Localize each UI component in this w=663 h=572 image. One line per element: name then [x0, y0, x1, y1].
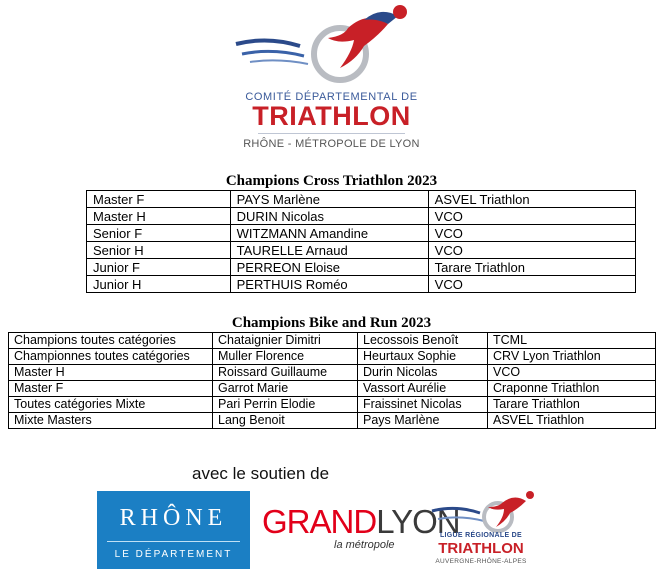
table-cell: Mixte Masters: [9, 413, 213, 429]
table-cell: DURIN Nicolas: [230, 208, 428, 225]
table-row: [87, 191, 636, 208]
org-name-region: RHÔNE - MÉTROPOLE DE LYON: [243, 138, 420, 150]
table-cell: Junior H: [87, 276, 231, 293]
table-row: [87, 208, 636, 225]
table-cell: PERREON Eloise: [230, 259, 428, 276]
table-cell: Master H: [87, 208, 231, 225]
table-cell: Tarare Triathlon: [488, 397, 656, 413]
table-row: [9, 365, 656, 381]
table-cell: Vassort Aurélie: [358, 381, 488, 397]
table-cell: ASVEL Triathlon: [488, 413, 656, 429]
table-cell: CRV Lyon Triathlon: [488, 349, 656, 365]
table-row: [9, 413, 656, 429]
table-cell: Senior H: [87, 242, 231, 259]
ligue-name-triathlon: TRIATHLON: [438, 540, 524, 557]
table-cell: Craponne Triathlon: [488, 381, 656, 397]
grand-lyon-grand: GRAND: [262, 503, 377, 540]
table-cell: Pays Marlène: [358, 413, 488, 429]
rhone-logo-name: RHÔNE: [119, 505, 228, 531]
grand-lyon-subtitle: la métropole: [334, 539, 395, 551]
org-divider: [258, 133, 405, 134]
grand-lyon-lyon: LYON: [376, 503, 460, 540]
cross-triathlon-table: [86, 190, 636, 293]
table-row: [87, 225, 636, 242]
table-cell: Master F: [87, 191, 231, 208]
table-cell: PERTHUIS Roméo: [230, 276, 428, 293]
table-cell: Master F: [9, 381, 213, 397]
table-cell: Fraissinet Nicolas: [358, 397, 488, 413]
bike-run-table: [8, 332, 656, 429]
table-cell: Master H: [9, 365, 213, 381]
table-row: [9, 333, 656, 349]
table-cell: VCO: [428, 225, 635, 242]
cross-triathlon-title: Champions Cross Triathlon 2023: [225, 173, 438, 189]
table-cell: Heurtaux Sophie: [358, 349, 488, 365]
table-row: [87, 276, 636, 293]
table-cell: Junior F: [87, 259, 231, 276]
table-cell: VCO: [428, 208, 635, 225]
table-cell: Chataignier Dimitri: [213, 333, 358, 349]
grand-lyon-logo: [262, 503, 460, 555]
table-cell: PAYS Marlène: [230, 191, 428, 208]
table-row: [9, 397, 656, 413]
table-cell: Championnes toutes catégories: [9, 349, 213, 365]
table-cell: VCO: [428, 242, 635, 259]
table-cell: Champions toutes catégories: [9, 333, 213, 349]
table-cell: Toutes catégories Mixte: [9, 397, 213, 413]
table-row: [9, 349, 656, 365]
table-row: [87, 242, 636, 259]
org-name-line1: COMITÉ DÉPARTEMENTAL DE: [245, 91, 418, 103]
table-cell: Lang Benoit: [213, 413, 358, 429]
table-cell: Senior F: [87, 225, 231, 242]
ligue-name-region: AUVERGNE-RHÔNE-ALPES: [435, 558, 527, 565]
table-cell: TCML: [488, 333, 656, 349]
ligue-name-line1: LIGUE RÉGIONALE DE: [439, 532, 523, 539]
support-text: avec le soutien de: [192, 464, 330, 483]
table-cell: Muller Florence: [213, 349, 358, 365]
table-cell: Roissard Guillaume: [213, 365, 358, 381]
table-cell: VCO: [428, 276, 635, 293]
rhone-logo-subtitle: LE DÉPARTEMENT: [114, 549, 233, 560]
table-cell: Lecossois Benoît: [358, 333, 488, 349]
ligue-regionale-logo: [418, 489, 544, 569]
table-cell: Tarare Triathlon: [428, 259, 635, 276]
table-cell: WITZMANN Amandine: [230, 225, 428, 242]
rhone-logo-divider: [107, 541, 240, 542]
table-cell: Pari Perrin Elodie: [213, 397, 358, 413]
rhone-department-logo: [97, 491, 250, 569]
table-cell: TAURELLE Arnaud: [230, 242, 428, 259]
table-cell: Durin Nicolas: [358, 365, 488, 381]
org-name-triathlon: TRIATHLON: [252, 101, 411, 131]
table-cell: VCO: [488, 365, 656, 381]
table-cell: ASVEL Triathlon: [428, 191, 635, 208]
bike-run-title: Champions Bike and Run 2023: [231, 315, 432, 331]
ligue-athlete-icon: [428, 489, 538, 533]
table-cell: Garrot Marie: [213, 381, 358, 397]
triathlon-committee-logo: [228, 2, 418, 88]
table-row: [9, 381, 656, 397]
table-row: [87, 259, 636, 276]
